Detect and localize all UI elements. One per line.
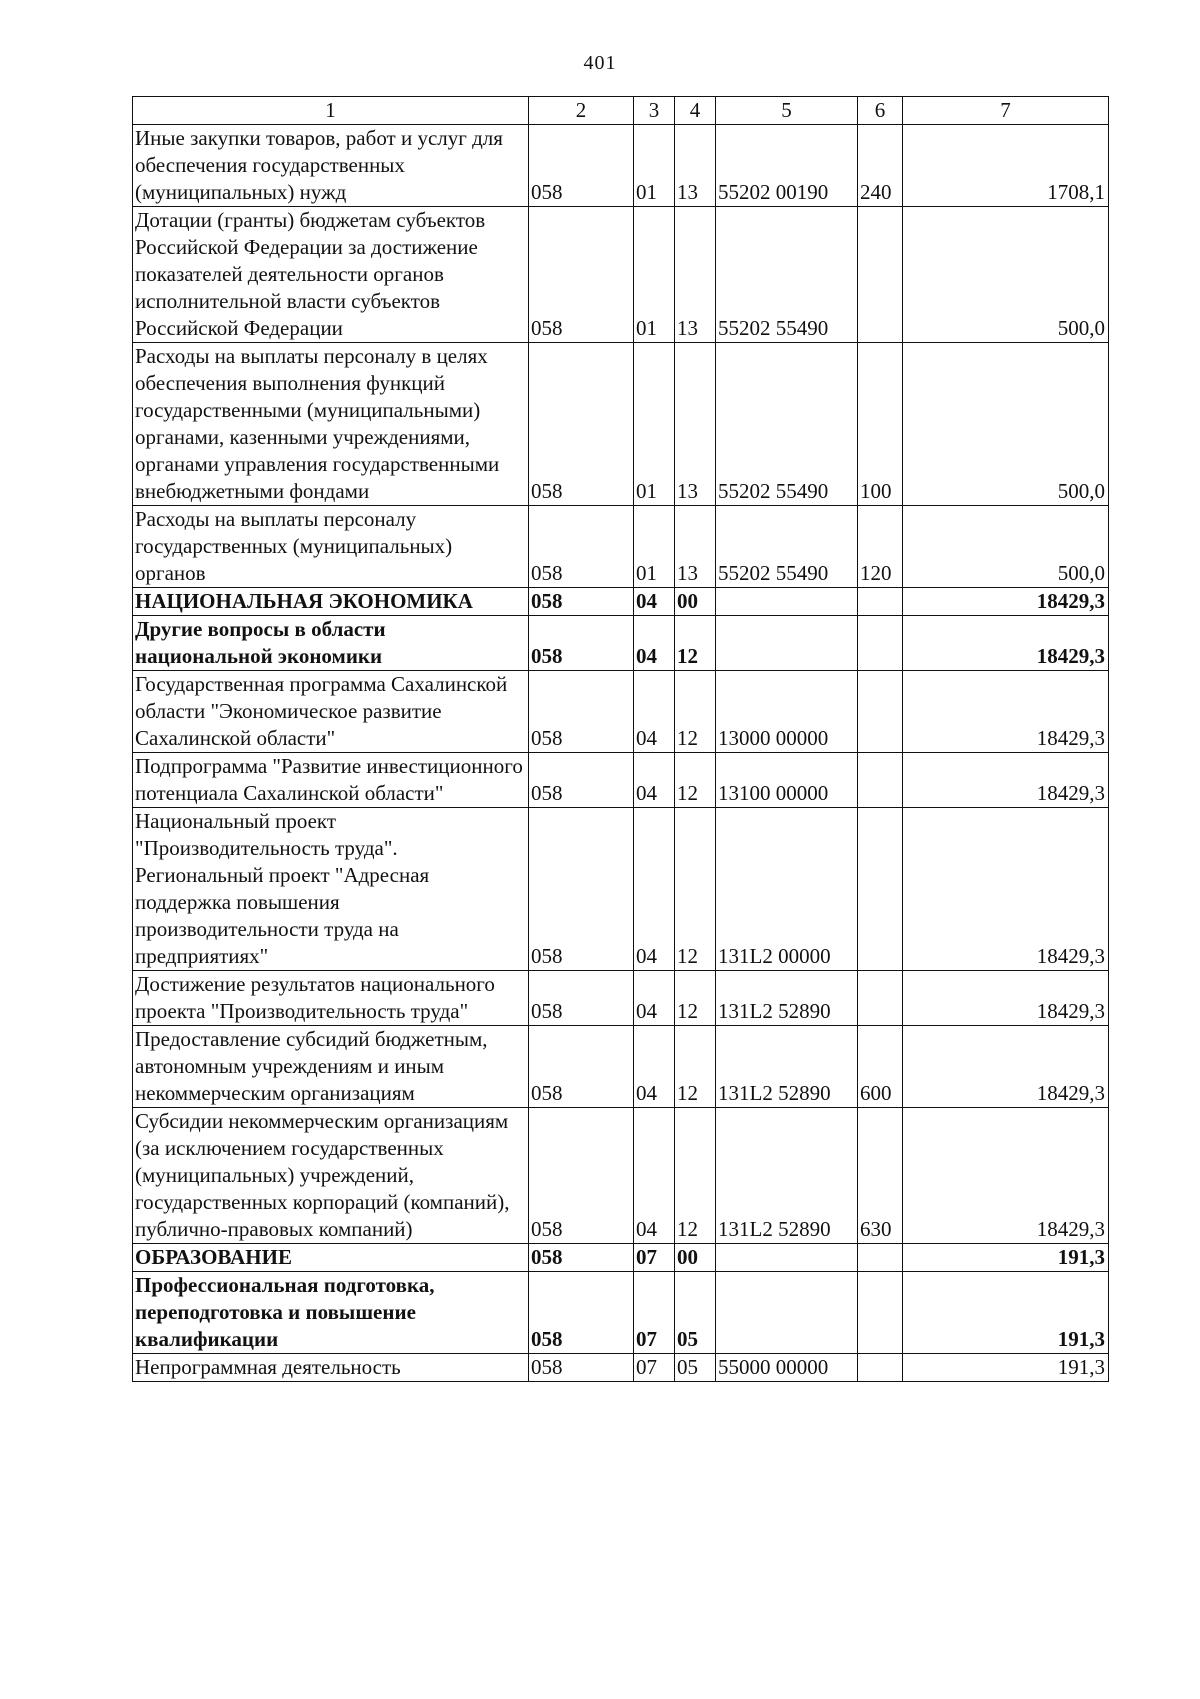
row-expense-type-cell — [858, 671, 903, 753]
row-expense-type-cell — [858, 1244, 903, 1272]
table-row — [133, 671, 1109, 753]
row-target-article-cell: 13000 00000 — [716, 671, 858, 753]
row-target-article-cell: 131L2 00000 — [716, 808, 858, 971]
row-name-cell: Иные закупки товаров, работ и услуг для обеспечения государственных (муниципальных) нужд — [133, 125, 529, 207]
row-section-cell: 01 — [634, 125, 675, 207]
row-expense-type-cell: 600 — [858, 1026, 903, 1108]
row-section-cell: 01 — [634, 207, 675, 343]
row-admin-code-cell: 058 — [529, 971, 634, 1026]
row-expense-type-cell: 630 — [858, 1108, 903, 1244]
table-row — [133, 588, 1109, 616]
row-subsection-cell: 12 — [675, 671, 716, 753]
row-subsection-cell: 00 — [675, 588, 716, 616]
row-admin-code-cell: 058 — [529, 207, 634, 343]
row-expense-type-cell — [858, 616, 903, 671]
row-name-cell: Непрограммная деятельность — [133, 1354, 529, 1382]
row-section-cell: 04 — [634, 1108, 675, 1244]
table-row — [133, 1354, 1109, 1382]
table-row — [133, 753, 1109, 808]
budget-table — [132, 96, 1109, 1382]
row-target-article-cell: 131L2 52890 — [716, 971, 858, 1026]
row-section-cell: 04 — [634, 1026, 675, 1108]
row-subsection-cell: 13 — [675, 506, 716, 588]
table-row — [133, 343, 1109, 506]
page-number: 401 — [583, 52, 617, 74]
row-expense-type-cell — [858, 971, 903, 1026]
row-expense-type-cell — [858, 808, 903, 971]
row-name-cell: НАЦИОНАЛЬНАЯ ЭКОНОМИКА — [133, 588, 529, 616]
row-section-cell: 04 — [634, 616, 675, 671]
row-subsection-cell: 13 — [675, 207, 716, 343]
table-row — [133, 971, 1109, 1026]
row-admin-code-cell: 058 — [529, 671, 634, 753]
row-section-cell: 07 — [634, 1244, 675, 1272]
row-admin-code-cell: 058 — [529, 343, 634, 506]
row-amount-cell: 18429,3 — [903, 753, 1109, 808]
table-row — [133, 616, 1109, 671]
row-section-cell: 07 — [634, 1272, 675, 1354]
row-target-article-cell — [716, 1244, 858, 1272]
row-amount-cell: 500,0 — [903, 506, 1109, 588]
row-amount-cell: 18429,3 — [903, 971, 1109, 1026]
table-header-row — [133, 97, 1109, 125]
row-expense-type-cell — [858, 753, 903, 808]
header-cell-7: 7 — [903, 97, 1109, 125]
row-expense-type-cell — [858, 1354, 903, 1382]
row-target-article-cell: 131L2 52890 — [716, 1026, 858, 1108]
row-amount-cell: 18429,3 — [903, 1026, 1109, 1108]
row-subsection-cell: 13 — [675, 343, 716, 506]
header-cell-3: 3 — [634, 97, 675, 125]
row-name-cell: Государственная программа Сахалинской области "Экономическое развитие Сахалинской области" — [133, 671, 529, 753]
row-subsection-cell: 12 — [675, 616, 716, 671]
row-admin-code-cell: 058 — [529, 506, 634, 588]
row-subsection-cell: 05 — [675, 1272, 716, 1354]
row-target-article-cell: 131L2 52890 — [716, 1108, 858, 1244]
row-section-cell: 04 — [634, 588, 675, 616]
row-amount-cell: 191,3 — [903, 1354, 1109, 1382]
table-row — [133, 1026, 1109, 1108]
row-admin-code-cell: 058 — [529, 753, 634, 808]
row-name-cell: Субсидии некоммерческим организациям (за исключением государственных (муниципальных) учреждений, государственных корпораций (компаний), публично-правовых компаний) — [133, 1108, 529, 1244]
table-row — [133, 506, 1109, 588]
row-name-cell: Другие вопросы в области национальной экономики — [133, 616, 529, 671]
row-amount-cell: 1708,1 — [903, 125, 1109, 207]
row-name-cell: Дотации (гранты) бюджетам субъектов Российской Федерации за достижение показателей деятельности органов исполнительной власти субъектов Российской Федерации — [133, 207, 529, 343]
row-name-cell: Расходы на выплаты персоналу государственных (муниципальных) органов — [133, 506, 529, 588]
row-admin-code-cell: 058 — [529, 808, 634, 971]
row-section-cell: 04 — [634, 971, 675, 1026]
row-target-article-cell — [716, 588, 858, 616]
row-amount-cell: 500,0 — [903, 207, 1109, 343]
row-subsection-cell: 00 — [675, 1244, 716, 1272]
row-admin-code-cell: 058 — [529, 1244, 634, 1272]
table-row — [133, 1244, 1109, 1272]
table-row — [133, 125, 1109, 207]
row-amount-cell: 18429,3 — [903, 616, 1109, 671]
row-subsection-cell: 12 — [675, 753, 716, 808]
row-amount-cell: 18429,3 — [903, 588, 1109, 616]
row-expense-type-cell: 100 — [858, 343, 903, 506]
row-name-cell: Предоставление субсидий бюджетным, автономным учреждениям и иным некоммерческим организациям — [133, 1026, 529, 1108]
row-admin-code-cell: 058 — [529, 616, 634, 671]
row-subsection-cell: 12 — [675, 1108, 716, 1244]
row-section-cell: 01 — [634, 506, 675, 588]
row-name-cell: Национальный проект "Производительность труда". Региональный проект "Адресная поддержка повышения производительности труда на предприятиях" — [133, 808, 529, 971]
row-name-cell: Подпрограмма "Развитие инвестиционного потенциала Сахалинской области" — [133, 753, 529, 808]
row-expense-type-cell — [858, 1272, 903, 1354]
row-target-article-cell: 13100 00000 — [716, 753, 858, 808]
row-subsection-cell: 12 — [675, 808, 716, 971]
row-section-cell: 07 — [634, 1354, 675, 1382]
table-row — [133, 207, 1109, 343]
row-section-cell: 04 — [634, 753, 675, 808]
table-row — [133, 808, 1109, 971]
row-name-cell: Профессиональная подготовка, переподготовка и повышение квалификации — [133, 1272, 529, 1354]
row-target-article-cell — [716, 1272, 858, 1354]
header-cell-2: 2 — [529, 97, 634, 125]
header-cell-5: 5 — [716, 97, 858, 125]
row-target-article-cell: 55202 55490 — [716, 343, 858, 506]
row-target-article-cell: 55000 00000 — [716, 1354, 858, 1382]
row-target-article-cell: 55202 00190 — [716, 125, 858, 207]
row-target-article-cell: 55202 55490 — [716, 506, 858, 588]
header-cell-1: 1 — [133, 97, 529, 125]
row-target-article-cell: 55202 55490 — [716, 207, 858, 343]
row-admin-code-cell: 058 — [529, 1026, 634, 1108]
row-section-cell: 01 — [634, 343, 675, 506]
row-expense-type-cell: 240 — [858, 125, 903, 207]
header-cell-6: 6 — [858, 97, 903, 125]
row-admin-code-cell: 058 — [529, 1272, 634, 1354]
row-subsection-cell: 12 — [675, 971, 716, 1026]
row-subsection-cell: 13 — [675, 125, 716, 207]
row-name-cell: Расходы на выплаты персоналу в целях обеспечения выполнения функций государственными (муниципальными) органами, казенными учреждениями, органами управления государственными внебюджетными фондами — [133, 343, 529, 506]
row-amount-cell: 18429,3 — [903, 671, 1109, 753]
row-target-article-cell — [716, 616, 858, 671]
table-row — [133, 1272, 1109, 1354]
row-expense-type-cell: 120 — [858, 506, 903, 588]
row-admin-code-cell: 058 — [529, 1354, 634, 1382]
table-row — [133, 1108, 1109, 1244]
row-section-cell: 04 — [634, 808, 675, 971]
row-amount-cell: 18429,3 — [903, 1108, 1109, 1244]
row-amount-cell: 500,0 — [903, 343, 1109, 506]
row-expense-type-cell — [858, 588, 903, 616]
row-admin-code-cell: 058 — [529, 588, 634, 616]
row-section-cell: 04 — [634, 671, 675, 753]
row-subsection-cell: 12 — [675, 1026, 716, 1108]
row-admin-code-cell: 058 — [529, 1108, 634, 1244]
row-name-cell: ОБРАЗОВАНИЕ — [133, 1244, 529, 1272]
row-amount-cell: 18429,3 — [903, 808, 1109, 971]
row-admin-code-cell: 058 — [529, 125, 634, 207]
header-cell-4: 4 — [675, 97, 716, 125]
row-amount-cell: 191,3 — [903, 1244, 1109, 1272]
row-expense-type-cell — [858, 207, 903, 343]
row-subsection-cell: 05 — [675, 1354, 716, 1382]
row-name-cell: Достижение результатов национального проекта "Производительность труда" — [133, 971, 529, 1026]
row-amount-cell: 191,3 — [903, 1272, 1109, 1354]
